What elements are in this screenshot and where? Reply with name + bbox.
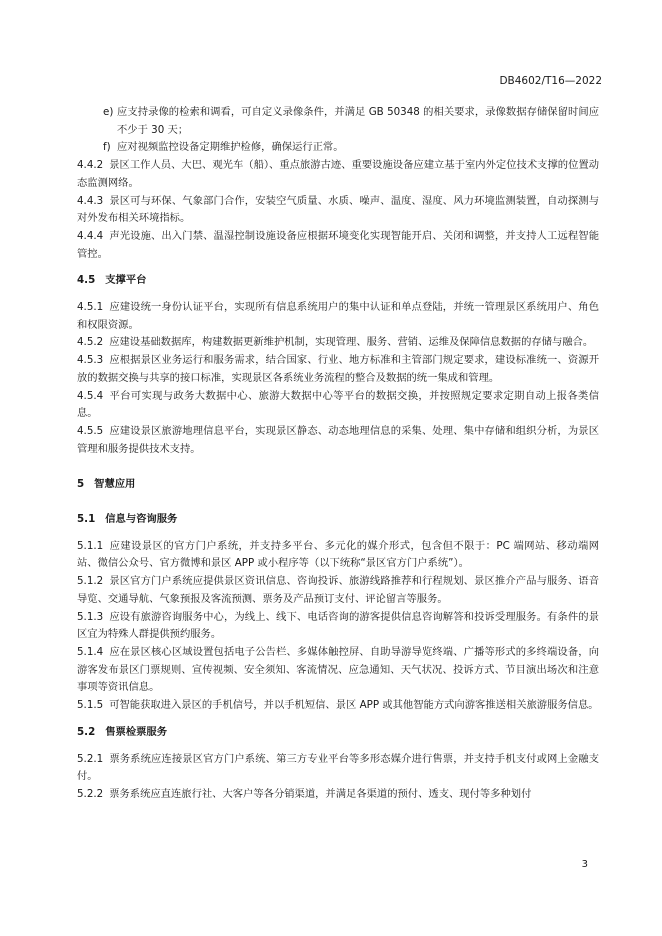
page-number: 3	[581, 859, 588, 870]
clause-5-1-5	[77, 697, 599, 715]
section-title: 售票检票服务	[105, 725, 168, 738]
clause-4-5-1	[77, 299, 599, 334]
section-title: 支撑平台	[105, 274, 147, 287]
clause-number: 5.1.4	[77, 645, 104, 658]
clause-5-1-3	[77, 609, 599, 644]
clause-text: 应设有旅游咨询服务中心，为线上、线下、电话咨询的游客提供信息咨询解答和投诉受理服务。有条件的景区宜为特殊人群提供预约服务。	[77, 610, 599, 641]
clause-text: 应建设景区旅游地理信息平台，实现景区静态、动态地理信息的采集、处理、集中存储和组织分析，为景区管理和服务提供技术支持。	[77, 424, 599, 455]
clause-number: 5.1.1	[77, 539, 104, 552]
clause-number: 4.5.2	[77, 336, 104, 349]
clause-text: 声光设施、出入门禁、温湿控制设施设备应根据环境变化实现智能开启、关闭和调整，并支持人工远程智能管控。	[77, 229, 599, 260]
clause-5-1-1	[77, 538, 599, 573]
clause-text: 票务系统应连接景区官方门户系统、第三方专业平台等多形态媒介进行售票，并支持手机支付或网上金融支付。	[77, 752, 599, 783]
clause-number: 5.2.2	[77, 787, 104, 800]
chapter-heading-5	[77, 476, 599, 494]
list-marker: f)	[103, 141, 111, 154]
list-item-f	[103, 139, 599, 157]
clause-number: 4.4.4	[77, 229, 104, 242]
list-item-text: 应支持录像的检索和调看，可自定义录像条件，并满足 GB 50348 的相关要求，录像数据存储保留时间应不少于 30 天；	[117, 106, 599, 136]
clause-number: 5.1.5	[77, 699, 104, 712]
section-number: 4.5	[77, 274, 96, 287]
clause-text: 应建设统一身份认证平台，实现所有信息系统用户的集中认证和单点登陆，并统一管理景区系统用户、角色和权限资源。	[77, 301, 599, 331]
clause-4-4-2	[77, 157, 599, 192]
clause-5-1-2	[77, 573, 599, 608]
clause-text: 平台可实现与政务大数据中心、旅游大数据中心等平台的数据交换，并按照规定要求定期自动上报各类信息。	[77, 389, 599, 420]
document-body	[77, 104, 599, 804]
clause-5-1-4	[77, 644, 599, 697]
clause-number: 4.5.3	[77, 354, 104, 367]
clause-number: 4.4.2	[77, 159, 104, 172]
clause-number: 4.4.3	[77, 194, 104, 207]
clause-text: 应根据景区业务运行和服务需求，结合国家、行业、地方标准和主管部门规定要求，建设标准统一、资源开放的数据交换与共享的接口标准，实现景区各系统业务流程的整合及数据的统一集成和管理。	[77, 354, 599, 384]
clause-text: 可智能获取进入景区的手机信号，并以手机短信、景区 APP 或其他智能方式向游客推送相关旅游服务信息。	[109, 699, 599, 712]
clause-4-4-3	[77, 193, 599, 228]
clause-text: 应在景区核心区域设置包括电子公告栏、多媒体触控屏、自助导游导览终端、广播等形式的多终端设备，向游客发布景区门票规则、宣传视频、安全须知、客流情况、应急通知、天气状况、投诉方式、节目演出场次和注意事项等资讯信息。	[77, 645, 599, 694]
clause-number: 5.1.2	[77, 575, 104, 588]
clause-text: 景区可与环保、气象部门合作，安装空气质量、水质、噪声、温度、湿度、风力环境监测装置，自动探测与对外发布相关环境指标。	[77, 194, 599, 225]
clause-text: 应建设基础数据库，构建数据更新维护机制，实现管理、服务、营销、运维及保障信息数据的存储与融合。	[109, 336, 594, 349]
section-title: 信息与咨询服务	[105, 513, 178, 526]
clause-5-2-2	[77, 786, 599, 804]
clause-4-5-4	[77, 388, 599, 423]
clause-text: 票务系统应直连旅行社、大客户等各分销渠道，并满足各渠道的预付、透支、现付等多种划付	[109, 787, 532, 800]
section-heading-4-5	[77, 272, 599, 290]
clause-5-2-1	[77, 751, 599, 786]
clause-4-5-2	[77, 334, 599, 352]
document-code: DB4602/T16—2022	[499, 75, 602, 87]
clause-text: 景区官方门户系统应提供景区资讯信息、咨询投诉、旅游线路推荐和行程规划、景区推介产品与服务、语音导览、交通导航、气象预报及客流预测、票务及产品预订支付、评论留言等服务。	[77, 575, 599, 605]
list-item-e	[103, 104, 599, 139]
section-number: 5.2	[77, 725, 96, 738]
clause-number: 4.5.4	[77, 389, 104, 402]
clause-number: 5.1.3	[77, 610, 104, 623]
list-item-text: 应对视频监控设备定期维护检修，确保运行正常。	[117, 141, 344, 154]
section-number: 5.1	[77, 513, 96, 526]
section-heading-5-2	[77, 724, 599, 742]
clause-number: 4.5.1	[77, 301, 104, 314]
clause-4-5-5	[77, 423, 599, 458]
section-heading-5-1	[77, 511, 599, 529]
list-marker: e)	[103, 106, 114, 118]
clause-number: 4.5.5	[77, 424, 104, 437]
chapter-title: 智慧应用	[94, 478, 136, 491]
clause-4-5-3	[77, 352, 599, 387]
clause-number: 5.2.1	[77, 752, 104, 765]
clause-text: 景区工作人员、大巴、观光车（船）、重点旅游古迹、重要设施设备应建立基于室内外定位技术支撑的位置动态监测网络。	[77, 159, 599, 189]
clause-4-4-4	[77, 228, 599, 263]
clause-text: 应建设景区的官方门户系统，并支持多平台、多元化的媒介形式，包含但不限于：PC 端网站、移动端网站、微信公众号、官方微博和景区 APP 或小程序等（以下统称“景区官方门户系统”）。	[77, 539, 599, 570]
chapter-number: 5	[77, 478, 85, 491]
